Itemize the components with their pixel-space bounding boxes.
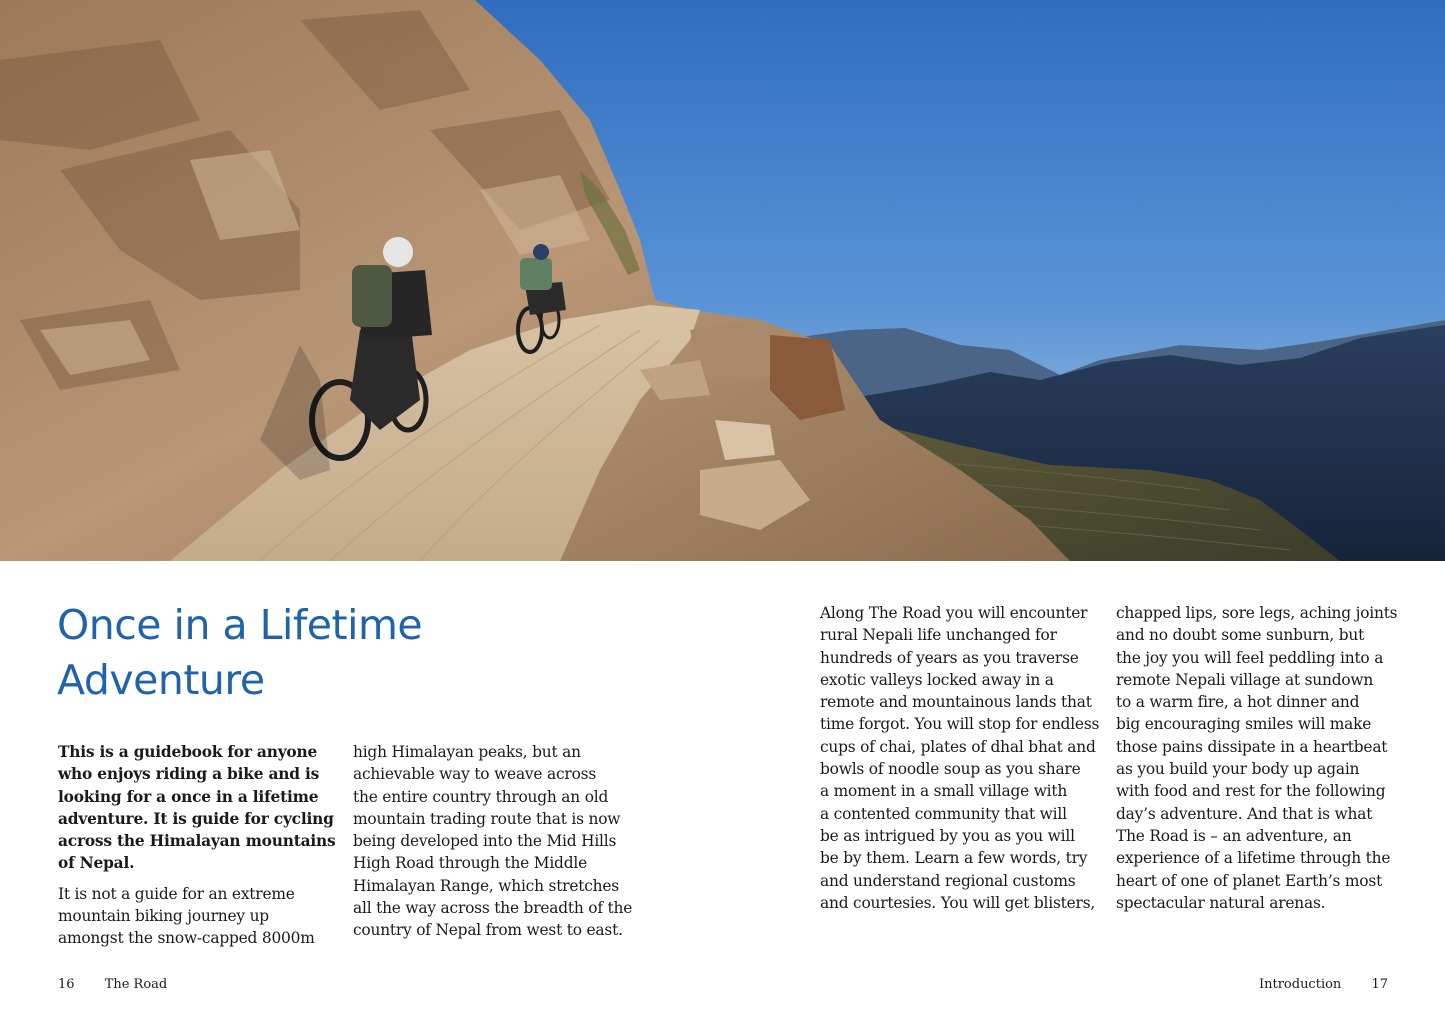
title-line-1: Once in a Lifetime xyxy=(57,601,423,649)
page-number-right: 17 xyxy=(1371,977,1388,992)
text-column-3 xyxy=(820,602,1102,914)
page-number-left: 16 xyxy=(58,977,75,992)
footer-right xyxy=(1259,976,1388,994)
body-paragraph: It is not a guide for an extreme mountain biking journey up amongst the snow-capped 8000m xyxy=(58,884,315,948)
text-column-1 xyxy=(58,741,340,950)
page-title xyxy=(57,598,422,708)
title-line-2: Adventure xyxy=(57,656,265,704)
lead-paragraph: This is a guidebook for anyone who enjoys riding a bike and is looking for a once in a lifetime adventure. It is guide for cycling across the Himalayan mountains of Nepal. xyxy=(58,743,336,873)
running-head-right: Introduction xyxy=(1258,977,1342,992)
body-paragraph: Along The Road you will encounter rural Nepali life unchanged for hundreds of years as you traverse exotic valleys locked away in a remote and mountainous lands that time forgot. You will stop for endless cups of chai, plates of dhal bhat and bowls of noodle soup as you share a moment in a small village with a contented community that will be as intrigued by you as you will be by them. Learn a few words, try and understand regional customs and courtesies. You will get blisters, xyxy=(820,604,1100,912)
text-column-4 xyxy=(1116,602,1398,914)
body-paragraph: high Himalayan peaks, but an achievable way to weave across the entire country through an old mountain trading route that is now being developed into the Mid Hills High Road through the Middle Himalayan Range, which stretches all the way across the breadth of the country of Nepal from west to east. xyxy=(353,743,633,940)
running-head-left: The Road xyxy=(104,977,168,992)
text-column-2 xyxy=(353,741,633,942)
body-paragraph: chapped lips, sore legs, aching joints and no doubt some sunburn, but the joy you will feel peddling into a remote Nepali village at sundown to a warm fire, a hot dinner and big encouraging smiles will make those pains dissipate in a heartbeat as you build your body up again with food and rest for the following day’s adventure. And that is what The Road is – an adventure, an experience of a lifetime through the heart of one of planet Earth’s most spectacular natural arenas. xyxy=(1116,604,1398,912)
footer-left xyxy=(58,976,167,994)
